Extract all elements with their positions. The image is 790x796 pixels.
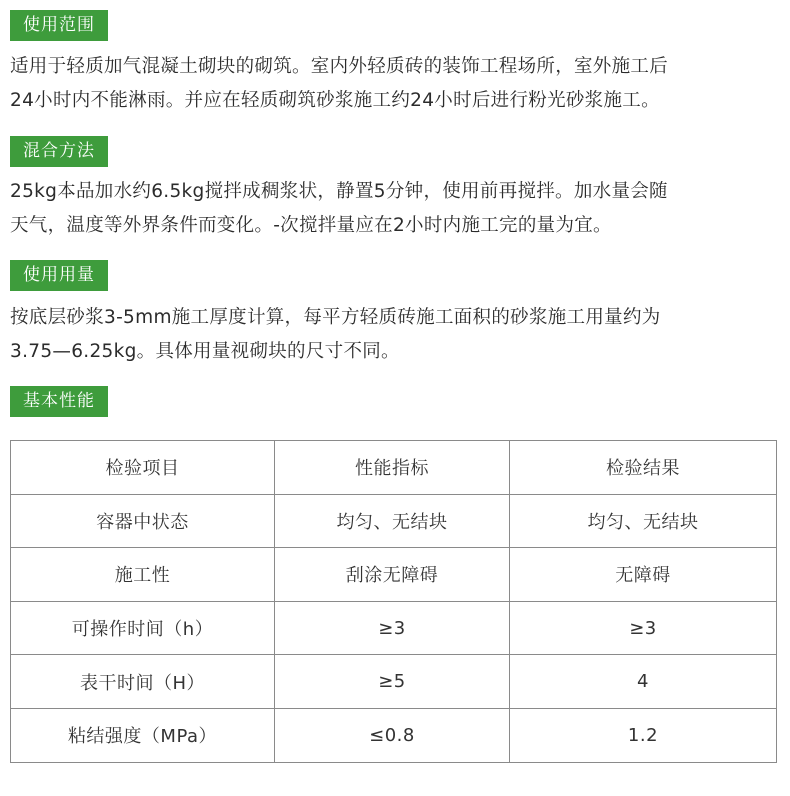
table-cell: 容器中状态: [11, 494, 275, 548]
paragraph-line: 按底层砂浆3-5mm施工厚度计算，每平方轻质砖施工面积的砂浆施工用量约为: [10, 307, 661, 328]
table-cell: 4: [510, 655, 777, 709]
section-heading-usage-scope: 使用范围: [10, 10, 108, 41]
performance-table: [10, 440, 777, 763]
section-body-usage-scope: [10, 50, 785, 118]
table-row: [11, 548, 777, 602]
header-test-item: 检验项目: [11, 441, 275, 495]
section-heading-mixing-method: 混合方法: [10, 136, 108, 167]
section-body-usage-amount: [10, 301, 785, 369]
table-cell: 均匀、无结块: [275, 494, 510, 548]
table-cell: ≥5: [275, 655, 510, 709]
table-cell: 粘结强度（MPa）: [11, 708, 275, 762]
section-heading-basic-performance: 基本性能: [10, 386, 108, 417]
paragraph-line: 24小时内不能淋雨。并应在轻质砌筑砂浆施工约24小时后进行粉光砂浆施工。: [10, 90, 660, 111]
table-row: [11, 655, 777, 709]
paragraph-line: 3.75—6.25kg。具体用量视砌块的尺寸不同。: [10, 341, 400, 362]
table-cell: 可操作时间（h）: [11, 601, 275, 655]
section-body-mixing-method: [10, 175, 785, 243]
table-row: [11, 601, 777, 655]
table-row: [11, 708, 777, 762]
paragraph-line: 适用于轻质加气混凝土砌块的砌筑。室内外轻质砖的装饰工程场所，室外施工后: [10, 56, 669, 77]
header-performance-index: 性能指标: [275, 441, 510, 495]
table-cell: ≥3: [510, 601, 777, 655]
table-row: [11, 494, 777, 548]
table-cell: ≤0.8: [275, 708, 510, 762]
table-cell: ≥3: [275, 601, 510, 655]
paragraph-line: 25kg本品加水约6.5kg搅拌成稠浆状，静置5分钟，使用前再搅拌。加水量会随: [10, 181, 668, 202]
header-test-result: 检验结果: [510, 441, 777, 495]
table-cell: 表干时间（H）: [11, 655, 275, 709]
table-header-row: [11, 441, 777, 495]
table-cell: 施工性: [11, 548, 275, 602]
table-cell: 无障碍: [510, 548, 777, 602]
table-cell: 1.2: [510, 708, 777, 762]
table-cell: 刮涂无障碍: [275, 548, 510, 602]
paragraph-line: 天气，温度等外界条件而变化。-次搅拌量应在2小时内施工完的量为宜。: [10, 215, 612, 236]
section-heading-usage-amount: 使用用量: [10, 260, 108, 291]
table-cell: 均匀、无结块: [510, 494, 777, 548]
